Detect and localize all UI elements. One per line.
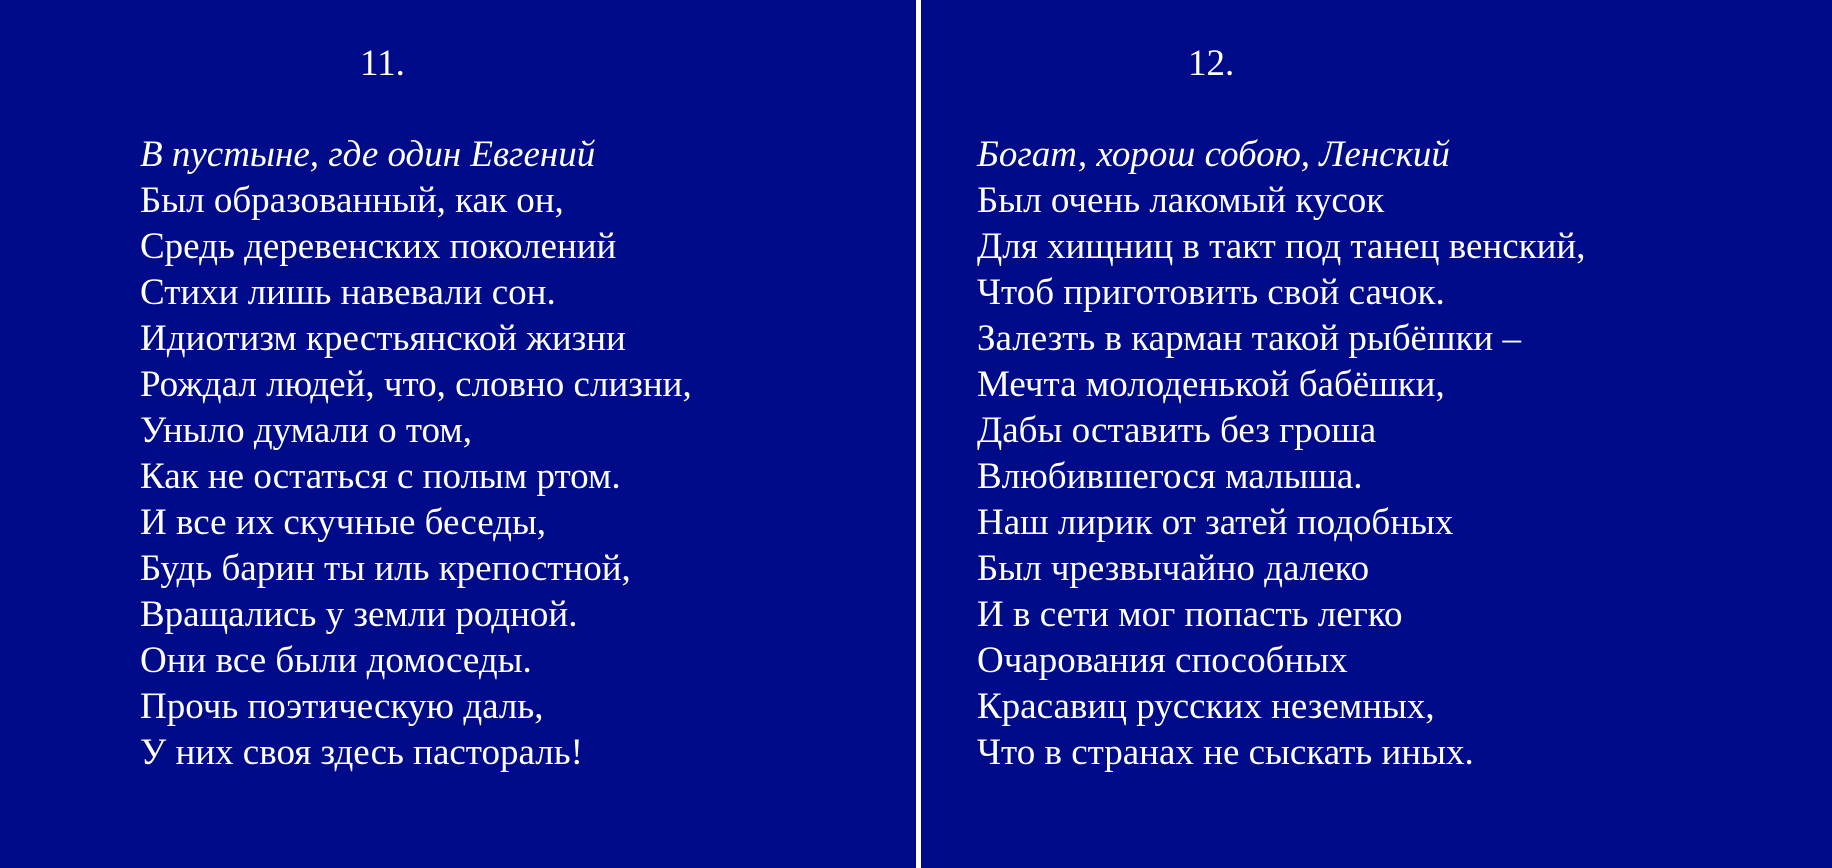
stanza-number: 11. <box>360 43 405 84</box>
stanza-line: Стихи лишь навевали сон. <box>140 272 556 313</box>
stanza-line: Был образованный, как он, <box>140 180 564 221</box>
stanza-line: Дабы оставить без гроша <box>977 410 1377 451</box>
stanza-line: Будь барин ты иль крепостной, <box>140 548 631 589</box>
stanza-12-page <box>921 0 1832 868</box>
stanza-line: Влюбившегося малыша. <box>977 456 1363 497</box>
stanza-line: Наш лирик от затей подобных <box>977 502 1454 543</box>
stanza-line: Красавиц русских неземных, <box>977 686 1435 727</box>
stanza-line: Они все были домоседы. <box>140 640 532 681</box>
stanza-line: У них своя здесь пастораль! <box>140 732 583 773</box>
stanza-line: Идиотизм крестьянской жизни <box>140 318 626 359</box>
stanza-line: Средь деревенских поколений <box>140 226 617 267</box>
stanza-line: Был чрезвычайно далеко <box>977 548 1370 589</box>
stanza-line: Для хищниц в такт под танец венский, <box>977 226 1586 267</box>
stanza-12-text <box>977 132 1585 776</box>
stanza-line: Рождал людей, что, словно слизни, <box>140 364 692 405</box>
stanza-line: Мечта молоденькой бабёшки, <box>977 364 1445 405</box>
stanza-line: Богат, хорош собою, Ленский <box>977 134 1450 175</box>
stanza-line: Вращались у земли родной. <box>140 594 578 635</box>
stanza-line: Как не остаться с полым ртом. <box>140 456 621 497</box>
stanza-line: Прочь поэтическую даль, <box>140 686 544 727</box>
stanza-line: Чтоб приготовить свой сачок. <box>977 272 1445 313</box>
stanza-number: 12. <box>1188 43 1235 84</box>
stanza-line: Что в странах не сыскать иных. <box>977 732 1474 773</box>
stanza-line: Уныло думали о том, <box>140 410 472 451</box>
stanza-line: Очарования способных <box>977 640 1348 681</box>
stanza-line: В пустыне, где один Евгений <box>140 134 596 175</box>
stanza-11-text <box>140 132 692 776</box>
stanza-line: Был очень лакомый кусок <box>977 180 1385 221</box>
stanza-line: И в сети мог попасть легко <box>977 594 1403 635</box>
stanza-line: И все их скучные беседы, <box>140 502 547 543</box>
stanza-line: Залезть в карман такой рыбёшки – <box>977 318 1521 359</box>
